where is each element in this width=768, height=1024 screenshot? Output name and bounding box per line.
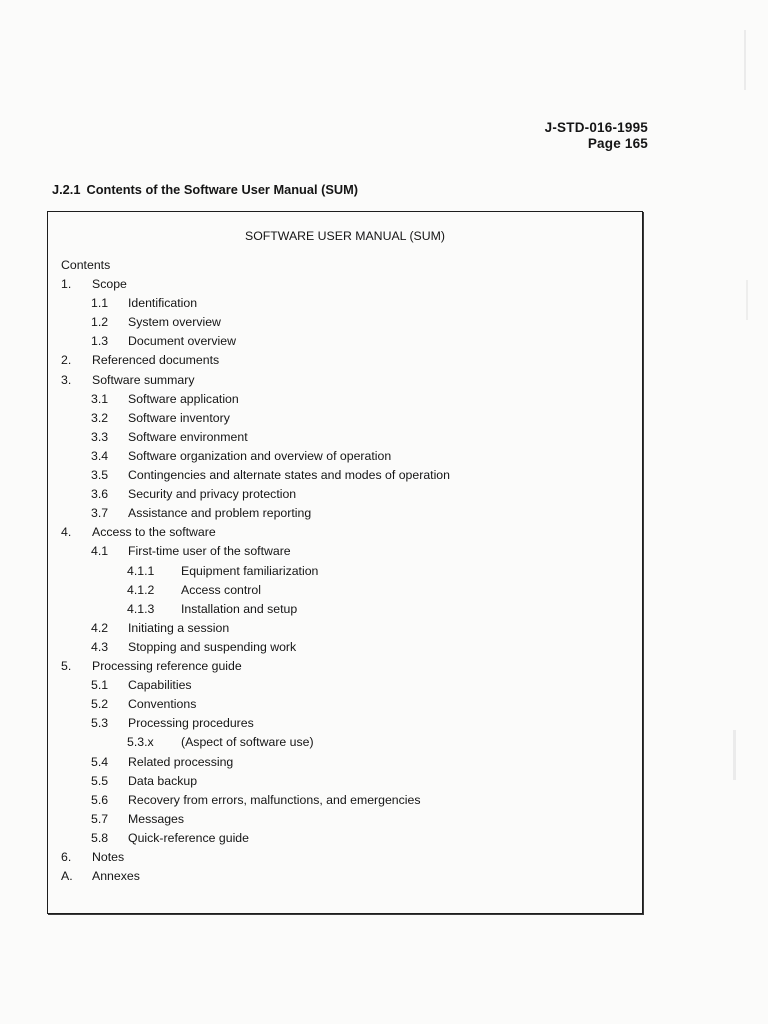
toc-entry-number: 3.4 xyxy=(91,448,109,463)
toc-entry-title: Software inventory xyxy=(128,410,230,425)
toc-entry-number: 5. xyxy=(61,659,72,673)
toc-entry-title: Security and privacy protection xyxy=(128,487,297,502)
toc-entry-number: 5.3 xyxy=(91,716,109,731)
toc-entry-number: 5.4 xyxy=(91,754,109,769)
toc-entry-number: 3.1 xyxy=(91,391,109,406)
scan-artifact xyxy=(733,730,736,780)
toc-entry-number: 3.2 xyxy=(91,410,109,425)
toc-entry-number: 4.1.1 xyxy=(127,563,155,578)
toc-entry-number: 6. xyxy=(61,850,72,864)
toc-entry-title: Software environment xyxy=(128,429,248,444)
scan-artifact xyxy=(744,30,746,90)
toc-entry-number: 3.7 xyxy=(91,506,109,521)
document-id: J-STD-016-1995 xyxy=(544,120,648,135)
contents-label: Contents xyxy=(61,258,111,272)
toc-entry-title: Initiating a session xyxy=(128,620,230,635)
toc-entry-title: Capabilities xyxy=(128,678,192,693)
toc-entry-number: A. xyxy=(61,869,73,884)
toc-entry-title: Software application xyxy=(128,391,239,406)
page-header xyxy=(545,120,648,151)
toc-entry-number: 1.1 xyxy=(91,296,109,311)
toc-entry-number: 3.6 xyxy=(91,487,109,502)
toc-entry-title: (Aspect of software use) xyxy=(181,735,314,750)
toc-entry-number: 4.2 xyxy=(91,620,109,635)
toc-entry-title: Quick-reference guide xyxy=(128,830,249,845)
toc-entry-title: Contingencies and alternate states and modes of operation xyxy=(128,468,450,482)
toc-entry-title: Software organization and overview of operation xyxy=(128,448,392,463)
contents-box xyxy=(47,211,643,914)
scan-artifact xyxy=(746,280,748,320)
toc-entry-number: 4.1 xyxy=(91,544,109,559)
toc-entry-title: Messages xyxy=(128,811,185,826)
toc-entry-title: Processing procedures xyxy=(128,716,254,731)
toc-entry-number: 5.3.x xyxy=(127,735,154,750)
toc-entry-number: 5.7 xyxy=(91,811,109,826)
toc-entry-number: 1.2 xyxy=(91,315,109,330)
toc-entry-title: System overview xyxy=(128,315,221,330)
section-number: J.2.1 xyxy=(52,182,81,197)
toc-entry-title: Scope xyxy=(92,277,127,291)
toc-entry-number: 5.2 xyxy=(91,697,109,712)
toc-entry-number: 5.6 xyxy=(91,792,109,807)
toc-entry-title: Processing reference guide xyxy=(92,659,242,673)
toc-entry-title: Access to the software xyxy=(92,525,216,540)
toc-entry-title: Document overview xyxy=(128,334,236,349)
page-number: Page 165 xyxy=(587,135,648,151)
toc-entry-title: Referenced documents xyxy=(92,353,220,368)
toc-entry-number: 1. xyxy=(61,277,72,291)
toc-entry-title: Stopping and suspending work xyxy=(128,639,297,654)
toc-entry-number: 3.5 xyxy=(91,468,109,482)
toc-entry-title: Identification xyxy=(128,296,198,311)
toc-entry-title: Annexes xyxy=(92,869,140,884)
toc-entry-title: First-time user of the software xyxy=(128,544,291,559)
box-title: SOFTWARE USER MANUAL (SUM) xyxy=(245,229,445,243)
toc-entry-number: 2. xyxy=(61,353,72,368)
toc-entry-title: Assistance and problem reporting xyxy=(128,506,312,521)
toc-entry-title: Notes xyxy=(92,850,125,864)
toc-entry-number: 4. xyxy=(61,525,72,540)
toc-entry-number: 3.3 xyxy=(91,429,109,444)
toc-entry-title: Recovery from errors, malfunctions, and emergencies xyxy=(128,792,421,807)
toc-entry-title: Software summary xyxy=(92,372,195,387)
toc-entry-number: 5.8 xyxy=(91,830,109,845)
toc-entry-title: Equipment familiarization xyxy=(181,563,319,578)
toc-list xyxy=(48,212,642,913)
toc-entry-title: Data backup xyxy=(128,773,198,788)
toc-entry-number: 3. xyxy=(61,372,72,387)
section-title: Contents of the Software User Manual (SUM) xyxy=(86,182,359,197)
toc-entry-title: Conventions xyxy=(128,697,197,712)
toc-entry-number: 5.1 xyxy=(91,678,109,693)
toc-entry-number: 4.1.3 xyxy=(127,601,155,616)
toc-entry-number: 5.5 xyxy=(91,773,109,788)
toc-entry-number: 1.3 xyxy=(91,334,109,349)
toc-entry-title: Installation and setup xyxy=(181,601,298,616)
toc-entry-number: 4.3 xyxy=(91,639,109,654)
toc-entry-title: Related processing xyxy=(128,754,234,769)
toc-entry-title: Access control xyxy=(181,582,261,597)
toc-entry-number: 4.1.2 xyxy=(127,582,155,597)
section-heading xyxy=(52,182,358,197)
